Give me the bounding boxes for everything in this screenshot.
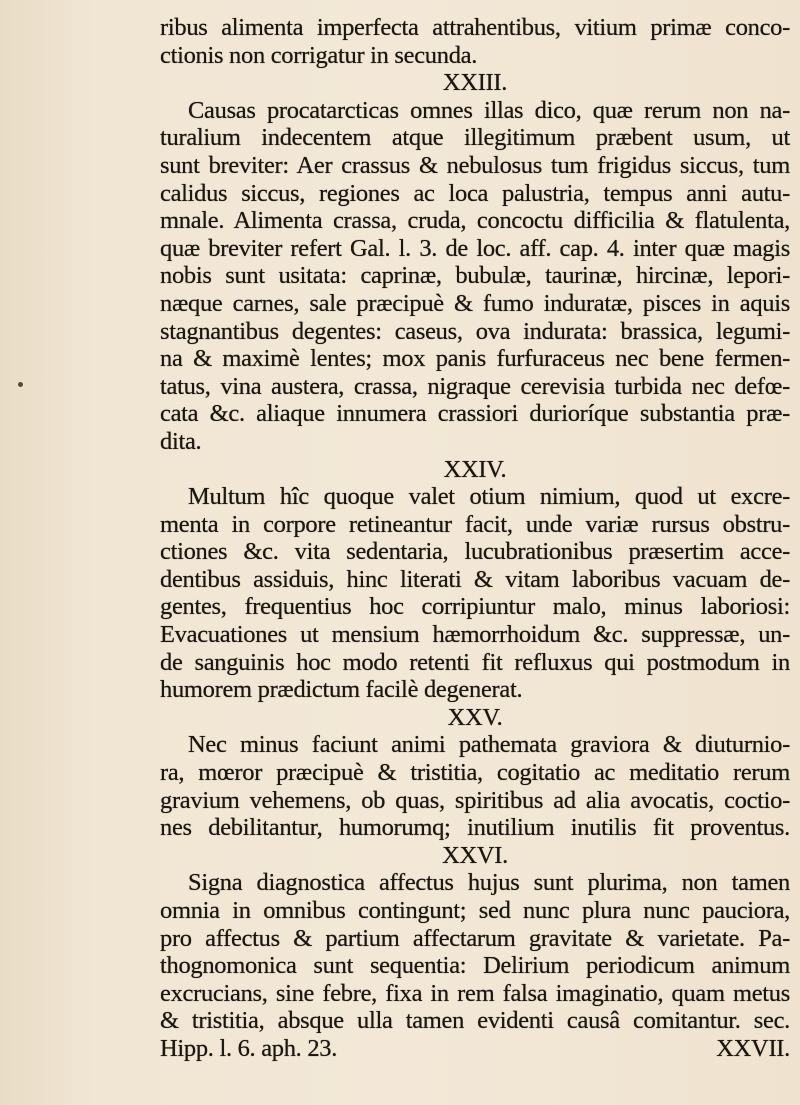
text-line: ctiones &c. vita sedentaria, lucubrationibus præsertim acce- [160, 538, 790, 566]
text-line: turalium indecentem atque illegitimum præbent usum, ut [160, 124, 790, 152]
ink-spot [18, 382, 23, 387]
text-line: gentes, frequentius hoc corripiuntur malo, minus laboriosi: [160, 593, 790, 621]
section-heading: XXV. [447, 703, 503, 731]
text-line: ra, mœror præcipuè & tristitia, cogitatio ac meditatio rerum [160, 759, 790, 787]
section-heading: XXIII. [442, 69, 508, 97]
text-line: pro affectus & partium affectarum gravitate & varietate. Pa- [160, 924, 790, 952]
text-line: thognomonica sunt sequentia: Delirium periodicum animum [160, 952, 790, 980]
text-line: de sanguinis hoc modo retenti fit refluxus qui postmodum in [160, 648, 790, 676]
text-line: humorem prædictum facilè degenerat. [160, 676, 523, 704]
section-heading: XXIV. [443, 455, 507, 483]
text-line: mnale. Alimenta crassa, cruda, concoctu difficilia & flatulenta, [160, 207, 790, 235]
text-line: nes debilitantur, humorumq; inutilium inutilis fit proventus. [160, 814, 790, 842]
text-line: Multum hîc quoque valet otium nimium, quod ut excre- [188, 483, 790, 511]
section-heading: XXVI. [442, 841, 508, 869]
text-line: Causas procatarcticas omnes illas dico, quæ rerum non na- [188, 96, 790, 124]
text-line: sunt breviter: Aer crassus & nebulosus tum frigidus siccus, tum [160, 151, 790, 179]
text-line: gravium vehemens, ob quas, spiritibus ad alia avocatis, coctio- [160, 786, 790, 814]
text-line: Evacuationes ut mensium hæmorrhoidum &c. suppressæ, un- [160, 621, 790, 649]
text-line: na & maximè lentes; mox panis furfuraceus nec bene fermen- [160, 345, 790, 373]
text-line: ribus alimenta imperfecta attrahentibus, vitium primæ conco- [160, 14, 790, 41]
text-line: nobis sunt usitata: caprinæ, bubulæ, taurinæ, hircinæ, lepori- [160, 262, 790, 290]
text-line: calidus siccus, regiones ac loca palustria, tempus anni autu- [160, 179, 790, 207]
text-line: quæ breviter refert Gal. l. 3. de loc. aff. cap. 4. inter quæ magis [160, 234, 790, 262]
text-line: næque carnes, sale præcipuè & fumo induratæ, pisces in aquis [160, 289, 790, 317]
last-line [160, 1035, 790, 1063]
text-line: & tristitia, absque ulla tamen evidenti causâ comitantur. sec. [160, 1007, 790, 1035]
text-line: dita. [160, 427, 202, 455]
text-line: tatus, vina austera, crassa, nigraque cerevisia turbida nec defœ- [160, 372, 790, 400]
document-page [160, 14, 790, 1063]
citation: Hipp. l. 6. aph. 23. [160, 1034, 338, 1062]
text-line: cata &c. aliaque innumera crassiori durioríque substantia præ- [160, 400, 790, 428]
text-line: Signa diagnostica affectus hujus sunt plurima, non tamen [188, 869, 790, 897]
text-line: ctionis non corrigatur in secunda. [160, 41, 478, 69]
text-line: excrucians, sine febre, fixa in rem falsa imaginatio, quam metus [160, 979, 790, 1007]
text-line: dentibus assiduis, hinc literati & vitam laboribus vacuam de- [160, 565, 790, 593]
catchword: XXVII. [716, 1034, 790, 1062]
text-line: omnia in omnibus contingunt; sed nunc plura nunc pauciora, [160, 897, 790, 924]
text-line: Nec minus faciunt animi pathemata graviora & diuturnio- [188, 731, 790, 759]
text-line: menta in corpore retineantur facit, unde variæ rursus obstru- [160, 510, 790, 538]
text-line: stagnantibus degentes: caseus, ova indurata: brassica, legumi- [160, 317, 790, 345]
